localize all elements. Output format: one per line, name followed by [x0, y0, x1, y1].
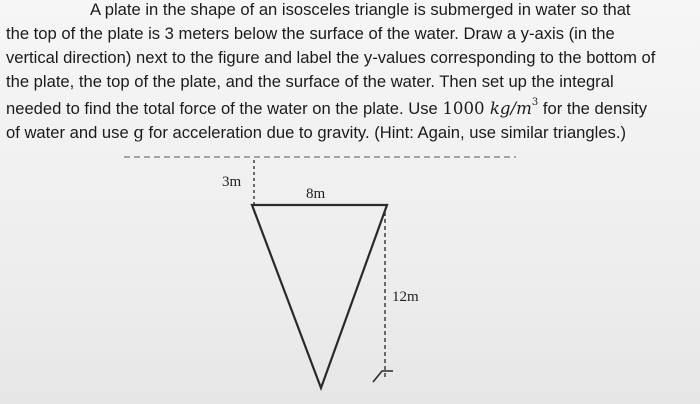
right-angle-marker [373, 371, 393, 382]
problem-line-6-end: for acceleration due to gravity. (Hint: Again, use similar triangles.) [143, 123, 626, 142]
width-label: 8m [306, 186, 326, 202]
height-label: 12m [392, 289, 419, 305]
depth-label: 3m [222, 174, 242, 190]
gravity-symbol: g [133, 123, 144, 142]
problem-line-3: vertical direction) next to the figure and label the y-values corresponding to the bottom of [6, 48, 656, 67]
problem-line-5-start: needed to find the total force of the water on the plate. Use [6, 99, 443, 118]
triangle-plate [252, 205, 387, 388]
problem-line-5-end: for the density [538, 99, 648, 118]
density-exponent: 3 [531, 97, 539, 108]
problem-line-1: A plate in the shape of an isosceles triangle is submerged in water so that [90, 0, 631, 19]
problem-line-4: the plate, the top of the plate, and the surface of the water. Then set up the integral [6, 72, 614, 91]
problem-line-2: the top of the plate is 3 meters below the surface of the water. Draw a y-axis (in the [6, 24, 615, 43]
problem-line-6-start: of water and use [6, 123, 134, 142]
density-value: 1000 [442, 99, 485, 118]
density-unit: kg/m [489, 99, 532, 118]
